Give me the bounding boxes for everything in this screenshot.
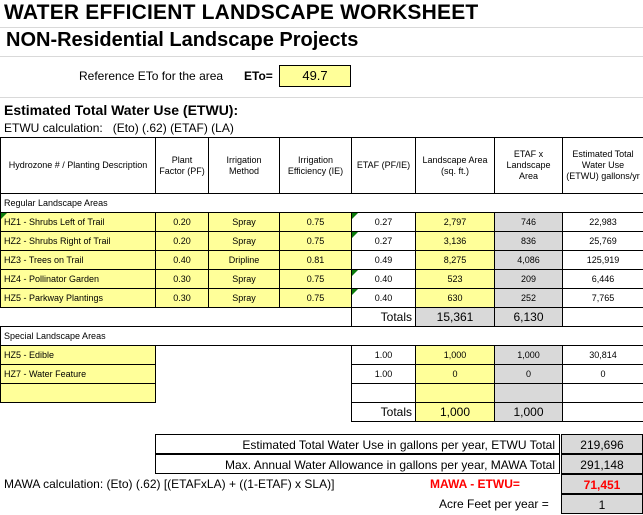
etaf-x-area-cell: 4,086 <box>495 251 563 270</box>
table-row <box>1 384 643 403</box>
irrigation-efficiency-cell[interactable]: 0.75 <box>280 270 352 289</box>
landscape-area-cell[interactable]: 0 <box>416 365 495 384</box>
hydrozone-name-cell[interactable]: HZ5 - Edible <box>1 346 156 365</box>
hydrozone-name-cell[interactable] <box>1 384 156 403</box>
table-row <box>1 346 643 365</box>
etwu-calc-text: ETWU calculation: (Eto) (.62) (ETAF) (LA) <box>4 121 234 135</box>
irrigation-efficiency-cell[interactable]: 0.75 <box>280 213 352 232</box>
etaf-x-area-cell: 1,000 <box>495 346 563 365</box>
irrigation-method-cell[interactable]: Spray <box>209 232 280 251</box>
col-header-hydrozone: Hydrozone # / Planting Description <box>1 138 156 194</box>
hydrozone-name-cell[interactable]: HZ5 - Parkway Plantings <box>1 289 156 308</box>
etaf-cell: 1.00 <box>352 346 416 365</box>
table-row <box>1 289 643 308</box>
etwu-cell <box>563 384 643 403</box>
regular-totals-row <box>1 308 643 327</box>
col-header-etwu: Estimated Total Water Use (ETWU) gallons/yr <box>563 138 643 194</box>
mawa-total-value: 291,148 <box>561 454 643 474</box>
etaf-cell: 0.27 <box>352 213 416 232</box>
table-row <box>1 365 643 384</box>
special-totals-row <box>1 403 643 422</box>
etwu-cell: 125,919 <box>563 251 643 270</box>
etwu-cell: 0 <box>563 365 643 384</box>
irrigation-efficiency-cell[interactable]: 0.75 <box>280 289 352 308</box>
special-totals-label: Totals <box>352 403 416 422</box>
hydrozone-name-cell[interactable]: HZ4 - Pollinator Garden <box>1 270 156 289</box>
col-header-etaf-x-area: ETAF x Landscape Area <box>495 138 563 194</box>
irrigation-efficiency-cell[interactable]: 0.75 <box>280 232 352 251</box>
col-header-etaf: ETAF (PF/IE) <box>352 138 416 194</box>
acre-feet-label: Acre Feet per year = <box>439 497 549 511</box>
hydrozone-name-cell[interactable]: HZ3 - Trees on Trail <box>1 251 156 270</box>
special-total-area: 1,000 <box>416 403 495 422</box>
table-header-row <box>1 138 643 194</box>
irrigation-method-cell[interactable]: Spray <box>209 289 280 308</box>
landscape-area-cell[interactable]: 523 <box>416 270 495 289</box>
special-section-row <box>1 327 643 346</box>
etaf-x-area-cell: 252 <box>495 289 563 308</box>
plant-factor-cell[interactable]: 0.20 <box>156 213 209 232</box>
eto-code-label: ETo= <box>244 69 273 83</box>
regular-totals-label: Totals <box>352 308 416 327</box>
landscape-area-cell[interactable]: 1,000 <box>416 346 495 365</box>
mawa-total-label: Max. Annual Water Allowance in gallons per year, MAWA Total <box>155 454 560 474</box>
hydrozone-name-cell[interactable]: HZ7 - Water Feature <box>1 365 156 384</box>
mawa-minus-etwu-value: 71,451 <box>561 474 643 494</box>
table-row <box>1 213 643 232</box>
worksheet-title: WATER EFFICIENT LANDSCAPE WORKSHEET <box>4 1 478 25</box>
table-row <box>1 251 643 270</box>
regular-total-etafla: 6,130 <box>495 308 563 327</box>
col-header-irrigation-method: Irrigation Method <box>209 138 280 194</box>
regular-section-row <box>1 194 643 213</box>
col-header-irrigation-efficiency: Irrigation Efficiency (IE) <box>280 138 352 194</box>
etwu-cell: 7,765 <box>563 289 643 308</box>
table-row <box>1 270 643 289</box>
landscape-area-cell[interactable]: 2,797 <box>416 213 495 232</box>
etaf-cell: 0.49 <box>352 251 416 270</box>
plant-factor-cell[interactable]: 0.40 <box>156 251 209 270</box>
mawa-minus-etwu-label: MAWA - ETWU= <box>430 477 520 491</box>
col-header-landscape-area: Landscape Area (sq. ft.) <box>416 138 495 194</box>
regular-total-area: 15,361 <box>416 308 495 327</box>
irrigation-method-cell[interactable]: Dripline <box>209 251 280 270</box>
etwu-cell: 30,814 <box>563 346 643 365</box>
etaf-x-area-cell: 746 <box>495 213 563 232</box>
regular-section-heading: Regular Landscape Areas <box>1 194 643 213</box>
landscape-area-cell[interactable]: 3,136 <box>416 232 495 251</box>
irrigation-efficiency-cell[interactable]: 0.81 <box>280 251 352 270</box>
eto-value-cell[interactable]: 49.7 <box>279 65 351 87</box>
irrigation-method-cell[interactable]: Spray <box>209 213 280 232</box>
etaf-x-area-cell: 0 <box>495 365 563 384</box>
etaf-x-area-cell <box>495 384 563 403</box>
special-section-heading: Special Landscape Areas <box>1 327 643 346</box>
plant-factor-cell[interactable]: 0.20 <box>156 232 209 251</box>
etwu-cell: 22,983 <box>563 213 643 232</box>
landscape-area-cell[interactable] <box>416 384 495 403</box>
special-total-etafla: 1,000 <box>495 403 563 422</box>
hydrozone-name-cell[interactable]: HZ2 - Shrubs Right of Trail <box>1 232 156 251</box>
plant-factor-cell[interactable]: 0.30 <box>156 289 209 308</box>
worksheet-subtitle: NON-Residential Landscape Projects <box>6 29 358 52</box>
etwu-total-value: 219,696 <box>561 434 643 454</box>
acre-feet-value: 1 <box>561 494 643 514</box>
col-header-plant-factor: Plant Factor (PF) <box>156 138 209 194</box>
table-row <box>1 232 643 251</box>
landscape-area-cell[interactable]: 8,275 <box>416 251 495 270</box>
hydrozone-table <box>0 137 643 422</box>
hydrozone-name-cell[interactable]: HZ1 - Shrubs Left of Trail <box>1 213 156 232</box>
mawa-calc-text: MAWA calculation: (Eto) (.62) [(ETAFxLA) + ((1-ETAF) x SLA)] <box>4 477 334 491</box>
etwu-cell: 6,446 <box>563 270 643 289</box>
etwu-heading: Estimated Total Water Use (ETWU): <box>4 102 238 118</box>
etwu-cell: 25,769 <box>563 232 643 251</box>
etaf-cell: 1.00 <box>352 365 416 384</box>
etaf-cell: 0.40 <box>352 289 416 308</box>
plant-factor-cell[interactable]: 0.30 <box>156 270 209 289</box>
etaf-cell: 0.27 <box>352 232 416 251</box>
etaf-cell <box>352 384 416 403</box>
etaf-cell: 0.40 <box>352 270 416 289</box>
etwu-total-label: Estimated Total Water Use in gallons per year, ETWU Total <box>155 434 560 454</box>
etaf-x-area-cell: 209 <box>495 270 563 289</box>
etaf-x-area-cell: 836 <box>495 232 563 251</box>
landscape-area-cell[interactable]: 630 <box>416 289 495 308</box>
reference-eto-label: Reference ETo for the area <box>79 69 223 83</box>
irrigation-method-cell[interactable]: Spray <box>209 270 280 289</box>
